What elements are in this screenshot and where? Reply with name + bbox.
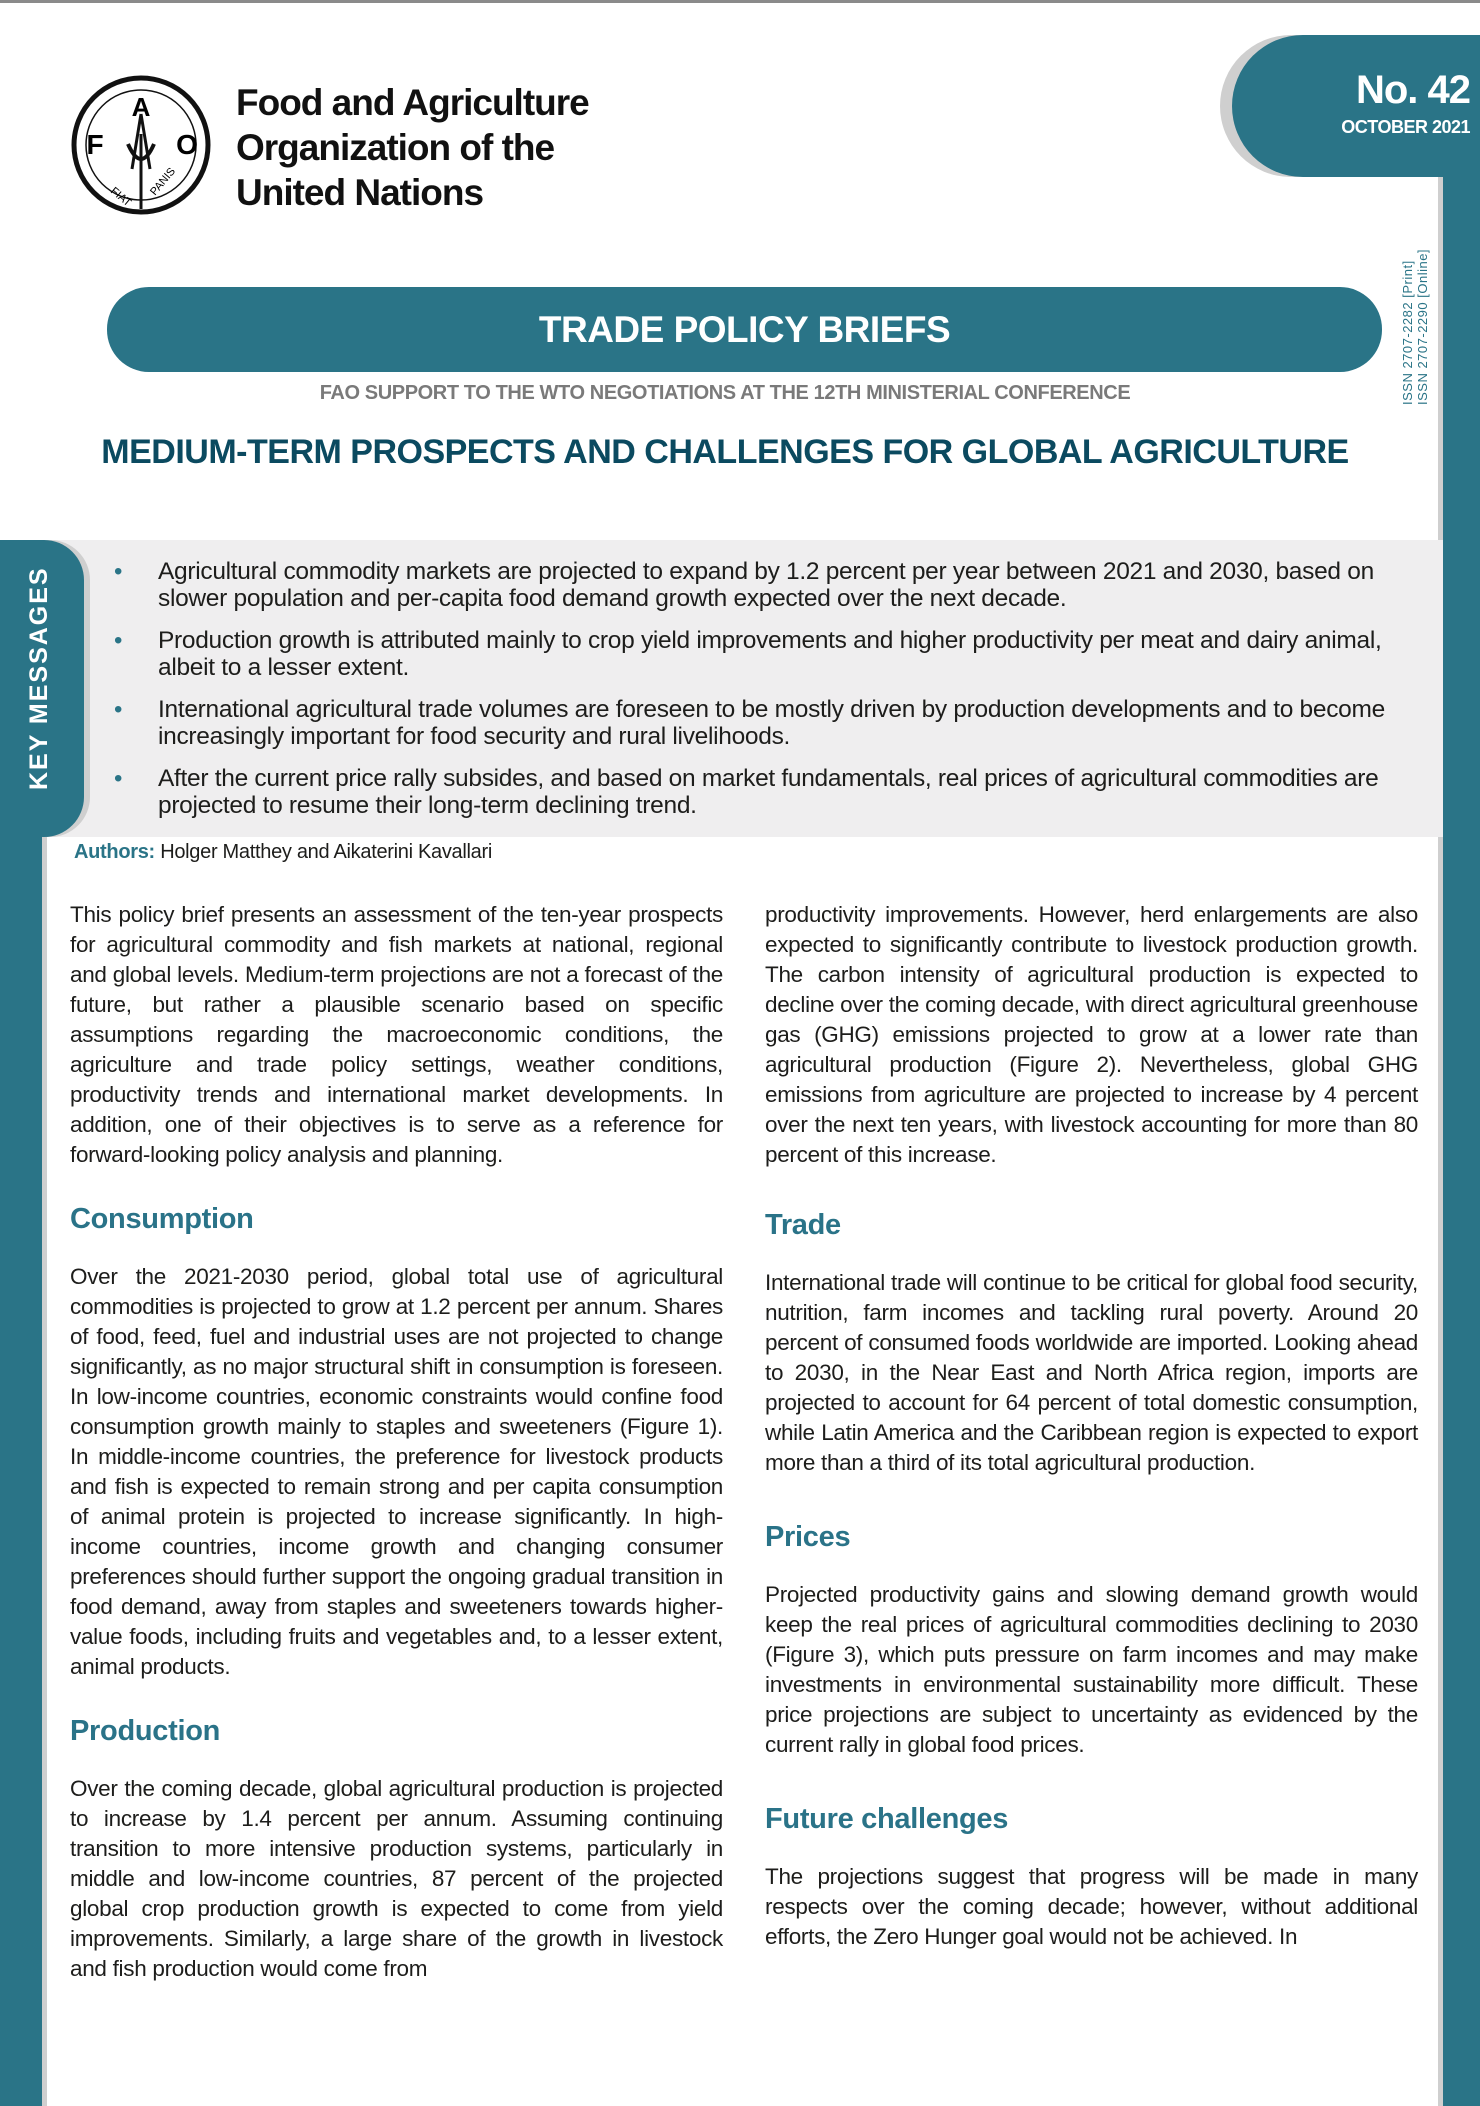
list-item xyxy=(110,627,1410,681)
org-line: Food and Agriculture xyxy=(236,82,589,123)
consumption-heading: Consumption xyxy=(70,1203,254,1235)
org-line: United Nations xyxy=(236,172,484,213)
intro-paragraph: This policy brief presents an assessment of the ten-year prospects for agricultural commodity and fish markets at national, regional and global levels. Medium-term projections are not a forecast of the future, but rather a plausible scenario based on specific assumptions regarding the macroeconomic conditions, the agriculture and trade policy settings, weather conditions, productivity trends and international market developments. In addition, one of their objectives is to serve as a reference for forward-looking policy analysis and planning. xyxy=(70,902,723,1167)
issue-number: No. 42 xyxy=(1355,68,1470,112)
bullet-icon: • xyxy=(114,696,123,723)
issue-badge xyxy=(1232,35,1480,177)
production-paragraph: Over the coming decade, global agricultural production is projected to increase by 1.4 percent per annum. Assuming continuing transition to more intensive production systems, particularly in middle and low-income countries, 87 percent of the projected global crop production growth is expected to come from yield improvements. Similarly, a large share of the growth in livestock and fish production would come from xyxy=(70,1776,723,1981)
key-message-text: After the current price rally subsides, and based on market fundamentals, real prices of agricultural commodities are projected to resume their long-term declining trend. xyxy=(158,765,1379,819)
future-challenges-paragraph: The projections suggest that progress will be made in many respects over the coming decade; however, without additional efforts, the Zero Hunger goal would not be achieved. In xyxy=(765,1864,1418,1949)
organization-name xyxy=(236,80,589,215)
series-banner: TRADE POLICY BRIEFS xyxy=(107,287,1382,372)
page-title: MEDIUM-TERM PROSPECTS AND CHALLENGES FOR GLOBAL AGRICULTURE xyxy=(101,433,1349,471)
production-heading: Production xyxy=(70,1715,221,1747)
bullet-icon: • xyxy=(114,627,123,654)
authors-label: Authors: xyxy=(74,841,155,863)
logo-fiat: FIAT xyxy=(108,185,134,210)
key-message-text: Agricultural commodity markets are projected to expand by 1.2 percent per year between 2021 and 2030, based on slower population and per-capita food demand growth expected over the next decade. xyxy=(158,558,1374,612)
top-border xyxy=(0,0,1480,3)
logo-letter-o: O xyxy=(176,129,198,160)
right-column xyxy=(765,900,1418,1952)
future-challenges-heading: Future challenges xyxy=(765,1803,1009,1835)
trade-paragraph: International trade will continue to be critical for global food security, nutrition, farm incomes and tackling rural poverty. Around 20 percent of consumed foods worldwide are imported. Looking ahead to 2030, in the Near East and North Africa region, imports are projected to account for 64 percent of total domestic consumption, while Latin America and the Caribbean region is expected to export more than a third of its total agricultural production. xyxy=(765,1270,1418,1475)
key-message-text: Production growth is attributed mainly to crop yield improvements and higher productivity per meat and dairy animal, albeit to a lesser extent. xyxy=(158,627,1382,681)
bullet-icon: • xyxy=(114,765,123,792)
list-item xyxy=(110,558,1410,612)
key-messages-list xyxy=(110,558,1410,834)
prices-paragraph: Projected productivity gains and slowing demand growth would keep the real prices of agricultural commodities declining to 2030 (Figure 3), which puts pressure on farm incomes and may make investments in environmental sustainability more difficult. These price projections are subject to uncertainty as evidenced by the current rally in global food prices. xyxy=(765,1582,1418,1757)
key-message-text: International agricultural trade volumes are foreseen to be mostly driven by production developments and to become increasingly important for food security and rural livelihoods. xyxy=(158,696,1385,750)
consumption-paragraph: Over the 2021-2030 period, global total use of agricultural commodities is projected to grow at 1.2 percent per annum. Shares of food, feed, fuel and industrial uses are not projected to change significantly, as no major structural shift in consumption is foreseen. In low-income countries, economic constraints would confine food consumption growth mainly to staples and sweeteners (Figure 1). In middle-income countries, the preference for livestock products and fish is expected to remain strong and per capita consumption of animal protein is projected to increase significantly. In high-income countries, income growth and changing consumer preferences should further support the ongoing gradual transition in food demand, away from staples and sweeteners towards higher-value foods, including fruits and vegetables and, to a lesser extent, animal products. xyxy=(70,1264,723,1679)
logo-letter-a: A xyxy=(131,92,151,122)
list-item xyxy=(110,765,1410,819)
issn-online: ISSN 2707-2290 [Online] xyxy=(1415,248,1430,405)
logo-panis: PANIS xyxy=(148,165,178,198)
left-column xyxy=(70,900,723,1984)
production-paragraph-continued: productivity improvements. However, herd enlargements are also expected to significantly contribute to livestock production growth. The carbon intensity of agricultural production is expected to decline over the coming decade, with direct agricultural greenhouse gas (GHG) emissions projected to grow at a lower rate than agricultural production (Figure 2). Nevertheless, global GHG emissions from agriculture are projected to increase by 4 percent over the next ten years, with livestock accounting for more than 80 percent of this increase. xyxy=(765,902,1418,1167)
org-line: Organization of the xyxy=(236,127,555,168)
issn-print: ISSN 2707-2282 [Print] xyxy=(1400,260,1415,405)
authors-names: Holger Matthey and Aikaterini Kavallari xyxy=(160,841,492,863)
prices-heading: Prices xyxy=(765,1521,851,1553)
subtitle: FAO SUPPORT TO THE WTO NEGOTIATIONS AT THE 12TH MINISTERIAL CONFERENCE xyxy=(319,382,1131,404)
authors-line xyxy=(74,841,492,864)
issue-date: OCTOBER 2021 xyxy=(1341,117,1470,137)
fao-logo-icon xyxy=(70,74,212,216)
bullet-icon: • xyxy=(114,558,123,585)
trade-heading: Trade xyxy=(765,1209,841,1241)
key-messages-label: KEY MESSAGES xyxy=(25,566,53,790)
list-item xyxy=(110,696,1410,750)
logo-letter-f: F xyxy=(86,129,104,160)
